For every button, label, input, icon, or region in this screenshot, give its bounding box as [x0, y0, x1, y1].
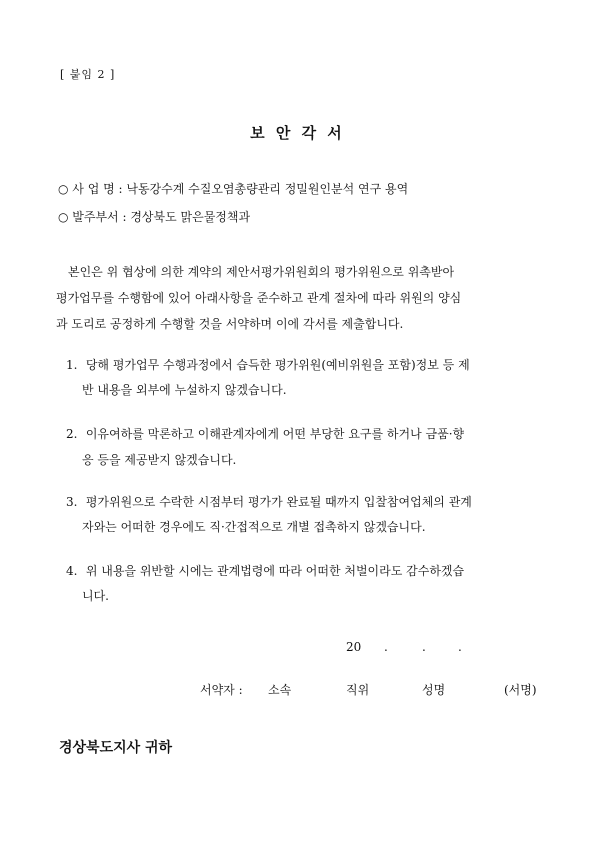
addressee: 경상북도지사 귀하 [59, 740, 173, 756]
department-line: ○ 발주부서 : 경상북도 맑은물정책과 [58, 210, 251, 224]
pledge-item-text: 평가위원으로 수락한 시점부터 평가가 완료될 때까지 입찰참여업체의 관계 [85, 495, 472, 509]
pledge-item-number: 3. [66, 495, 78, 509]
pledge-item-2-continuation: 응 등을 제공받지 않겠습니다. [82, 453, 237, 467]
pledge-item-4-continuation: 니다. [82, 589, 109, 603]
affiliation-label: 소속 [268, 683, 292, 697]
pledge-item-number: 1. [66, 358, 78, 372]
pledge-item-1 [66, 356, 546, 373]
date-separator: . [458, 640, 462, 654]
date-line [346, 640, 462, 654]
signature-seal-label: (서명) [504, 683, 537, 697]
intro-line-1: 본인은 위 협상에 의한 계약의 제안서평가위원회의 평가위원으로 위촉받아 [68, 265, 455, 279]
document-title: 보 안 각 서 [250, 124, 345, 142]
pledge-item-number: 4. [66, 564, 78, 578]
pledge-item-text: 위 내용을 위반할 시에는 관계법령에 따라 어떠한 처벌이라도 감수하겠습 [85, 564, 465, 578]
pledge-item-text: 이유여하를 막론하고 이해관계자에게 어떤 부당한 요구를 하거나 금품·향 [85, 427, 465, 441]
name-label: 성명 [422, 683, 446, 697]
pledge-item-3 [66, 493, 546, 510]
position-label: 직위 [346, 683, 370, 697]
pledge-item-text: 당해 평가업무 수행과정에서 습득한 평가위원(예비위원을 포함)정보 등 제 [85, 358, 470, 372]
pledge-item-2 [66, 425, 546, 442]
pledge-item-3-continuation: 자와는 어떠한 경우에도 직·간접적으로 개별 접촉하지 않겠습니다. [82, 520, 426, 534]
date-separator: . [422, 640, 426, 654]
date-separator: . [384, 640, 388, 654]
project-name-line: ○ 사 업 명 : 낙동강수계 수질오염총량관리 정밀원인분석 연구 용역 [58, 182, 409, 196]
pledge-item-1-continuation: 반 내용을 외부에 누설하지 않겠습니다. [82, 383, 287, 397]
signer-label: 서약자 : [200, 683, 243, 697]
pledge-item-number: 2. [66, 427, 78, 441]
intro-line-3: 과 도리로 공정하게 수행할 것을 서약하며 이에 각서를 제출합니다. [56, 317, 404, 331]
intro-line-2: 평가업무를 수행함에 있어 아래사항을 준수하고 관계 절차에 따라 위원의 양심 [56, 291, 462, 305]
signature-line [200, 681, 537, 698]
attachment-label: [ 붙임 2 ] [60, 68, 116, 81]
pledge-item-4 [66, 562, 546, 579]
date-year: 20 [346, 640, 362, 654]
